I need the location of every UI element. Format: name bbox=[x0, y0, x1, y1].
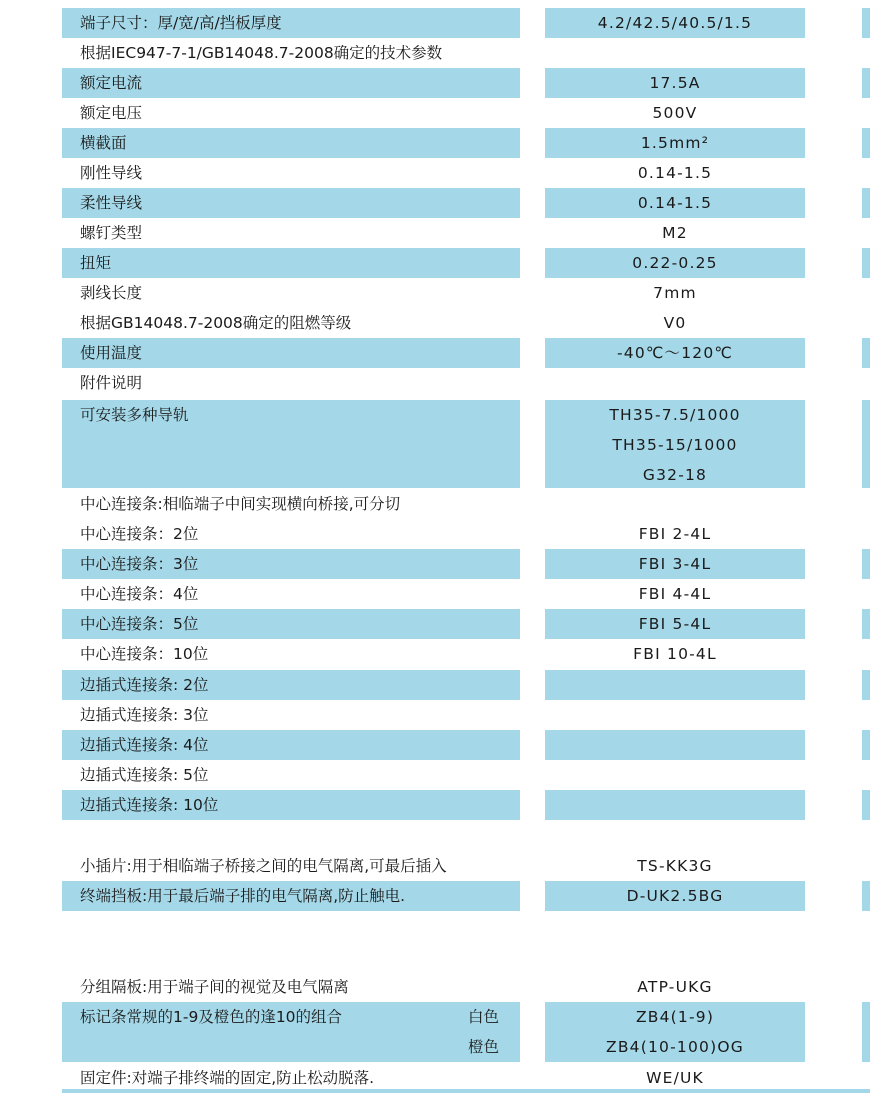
spec-label: 中心连接条：10位 bbox=[80, 645, 209, 663]
spec-row-end-plate bbox=[0, 881, 870, 911]
spec-label: 中心连接条：3位 bbox=[80, 555, 199, 573]
spec-value: 4.2/42.5/40.5/1.5 bbox=[597, 14, 753, 32]
spec-value: D-UK2.5BG bbox=[626, 887, 724, 905]
spec-row-rigid-wire bbox=[0, 158, 870, 188]
spec-row-fbi-3 bbox=[0, 549, 870, 579]
spec-row-flame-rating bbox=[0, 308, 870, 338]
spec-label: 边插式连接条: 4位 bbox=[80, 736, 209, 754]
spec-label: 额定电压 bbox=[80, 104, 143, 122]
color-label-orange: 橙色 bbox=[468, 1038, 500, 1056]
spec-value: FBI 4-4L bbox=[638, 585, 712, 603]
row-band-left bbox=[62, 248, 520, 278]
row-band-right bbox=[545, 790, 805, 820]
spec-row-side-bridge-2 bbox=[0, 670, 870, 700]
spec-label: 终端挡板:用于最后端子排的电气隔离,防止触电. bbox=[80, 887, 406, 905]
rail-value: G32-18 bbox=[642, 466, 708, 484]
row-band-edge bbox=[862, 609, 870, 639]
spec-row-screw-type bbox=[0, 218, 870, 248]
spec-label: 分组隔板:用于端子间的视觉及电气隔离 bbox=[80, 978, 349, 996]
spec-row-fbi-2 bbox=[0, 519, 870, 549]
spec-row-insert-piece bbox=[0, 851, 870, 881]
spec-label: 边插式连接条: 5位 bbox=[80, 766, 209, 784]
row-band-right bbox=[545, 670, 805, 700]
spec-row-fbi-10 bbox=[0, 639, 870, 669]
spec-row-dimensions bbox=[0, 8, 870, 38]
spec-row-side-bridge-4 bbox=[0, 730, 870, 760]
spec-value: TS-KK3G bbox=[637, 857, 713, 875]
spec-label: 小插片:用于相临端子桥接之间的电气隔离,可最后插入 bbox=[80, 857, 447, 875]
spec-row-center-bridge-heading bbox=[0, 489, 870, 519]
spec-row-flexible-wire bbox=[0, 188, 870, 218]
spec-value: V0 bbox=[663, 314, 687, 332]
spec-value: 0.14-1.5 bbox=[637, 194, 713, 212]
spec-row-fbi-4 bbox=[0, 579, 870, 609]
spec-label: 中心连接条：2位 bbox=[80, 525, 199, 543]
bottom-rule bbox=[62, 1089, 870, 1093]
spec-value: M2 bbox=[662, 224, 688, 242]
spec-label: 边插式连接条: 10位 bbox=[80, 796, 219, 814]
spec-row-cross-section bbox=[0, 128, 870, 158]
row-band-edge bbox=[862, 790, 870, 820]
spec-value: 7mm bbox=[653, 284, 697, 302]
spec-label: 横截面 bbox=[80, 134, 127, 152]
spec-row-side-bridge-5 bbox=[0, 760, 870, 790]
spec-label: 固定件:对端子排终端的固定,防止松动脱落. bbox=[80, 1069, 375, 1087]
spec-value: 500V bbox=[652, 104, 698, 122]
row-band-edge bbox=[862, 881, 870, 911]
spec-label: 柔性导线 bbox=[80, 194, 143, 212]
row-band-edge bbox=[862, 128, 870, 158]
spec-value: ZB4(1-9) bbox=[635, 1008, 715, 1026]
row-band-edge bbox=[862, 68, 870, 98]
spec-row-rails bbox=[0, 400, 870, 488]
spec-row-temperature bbox=[0, 338, 870, 368]
section-heading: 根据IEC947-7-1/GB14048.7-2008确定的技术参数 bbox=[80, 44, 443, 62]
spec-value-list bbox=[545, 400, 805, 490]
spec-label: 根据GB14048.7-2008确定的阻燃等级 bbox=[80, 314, 352, 332]
row-band-edge bbox=[862, 338, 870, 368]
row-band-edge bbox=[862, 730, 870, 760]
spec-value: 0.14-1.5 bbox=[637, 164, 713, 182]
spec-label: 边插式连接条: 3位 bbox=[80, 706, 209, 724]
row-band-edge bbox=[862, 670, 870, 700]
row-band-right bbox=[545, 730, 805, 760]
row-band-edge bbox=[862, 1002, 870, 1062]
color-label-white: 白色 bbox=[468, 1008, 500, 1026]
spec-value: -40℃～120℃ bbox=[616, 344, 733, 362]
spec-value: WE/UK bbox=[646, 1069, 704, 1087]
spec-value: 0.22-0.25 bbox=[632, 254, 718, 272]
spec-label: 使用温度 bbox=[80, 344, 143, 362]
row-band-edge bbox=[862, 248, 870, 278]
spec-label: 额定电流 bbox=[80, 74, 143, 92]
spec-label: 端子尺寸：厚/宽/高/挡板厚度 bbox=[80, 14, 282, 32]
spec-value: ZB4(10-100)OG bbox=[606, 1038, 744, 1056]
section-heading: 附件说明 bbox=[80, 374, 143, 392]
spec-value: ATP-UKG bbox=[637, 978, 713, 996]
spec-row-rated-current bbox=[0, 68, 870, 98]
spec-row-side-bridge-3 bbox=[0, 700, 870, 730]
spec-label: 标记条常规的1-9及橙色的逢10的组合 bbox=[80, 1008, 343, 1026]
spec-row-strip-length bbox=[0, 278, 870, 308]
row-band-edge bbox=[862, 8, 870, 38]
spec-value: FBI 10-4L bbox=[633, 645, 717, 663]
row-band-left bbox=[62, 128, 520, 158]
row-band-edge bbox=[862, 549, 870, 579]
spec-label: 中心连接条：5位 bbox=[80, 615, 199, 633]
spec-value: 1.5mm² bbox=[640, 134, 710, 152]
rail-value: TH35-7.5/1000 bbox=[609, 406, 741, 424]
spec-value: FBI 5-4L bbox=[638, 615, 712, 633]
spec-label: 螺钉类型 bbox=[80, 224, 143, 242]
spec-row-torque bbox=[0, 248, 870, 278]
spec-label: 剥线长度 bbox=[80, 284, 143, 302]
spec-label: 刚性导线 bbox=[80, 164, 143, 182]
spec-label: 可安装多种导轨 bbox=[80, 406, 189, 424]
spec-row-partition-plate bbox=[0, 972, 870, 1002]
spec-label: 边插式连接条: 2位 bbox=[80, 676, 209, 694]
spec-row-fbi-5 bbox=[0, 609, 870, 639]
spec-label: 中心连接条:相临端子中间实现横向桥接,可分切 bbox=[80, 495, 401, 513]
spec-row-rated-voltage bbox=[0, 98, 870, 128]
spec-row-accessories-heading bbox=[0, 368, 870, 398]
row-band-edge bbox=[862, 188, 870, 218]
spec-label: 中心连接条：4位 bbox=[80, 585, 199, 603]
spec-value: FBI 3-4L bbox=[638, 555, 712, 573]
spec-row-standard-heading bbox=[0, 38, 870, 68]
rail-value: TH35-15/1000 bbox=[612, 436, 738, 454]
spec-value: 17.5A bbox=[649, 74, 701, 92]
row-band-edge bbox=[862, 400, 870, 488]
spec-label: 扭矩 bbox=[80, 254, 112, 272]
spec-row-side-bridge-10 bbox=[0, 790, 870, 820]
spec-row-marker-strips bbox=[0, 1002, 870, 1062]
spec-value: FBI 2-4L bbox=[638, 525, 712, 543]
